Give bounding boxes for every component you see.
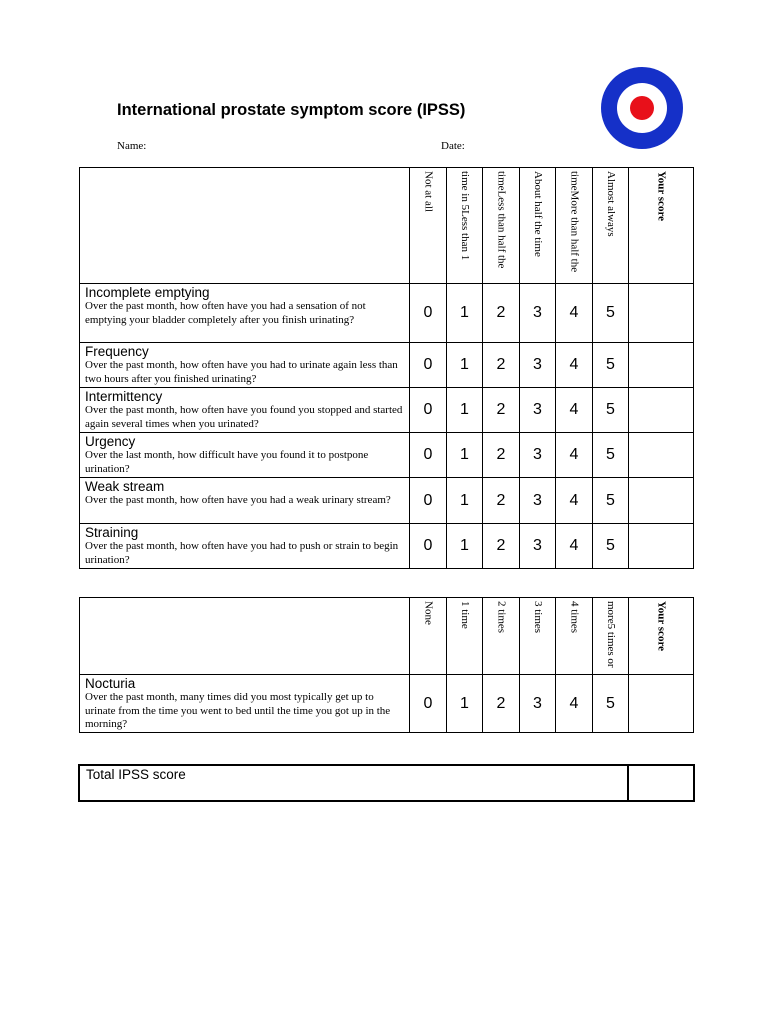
question-cell	[80, 343, 410, 388]
header-label: timeMore than half the	[568, 171, 581, 273]
score-option[interactable]: 4	[556, 343, 593, 388]
header-label: more5 times or	[605, 601, 617, 668]
header-label: About half the time	[532, 171, 544, 257]
header-label: timeLess than half the	[495, 171, 508, 269]
header-option	[447, 598, 483, 675]
header-option	[556, 168, 593, 284]
score-option[interactable]: 5	[593, 388, 629, 433]
score-option[interactable]: 0	[410, 478, 447, 524]
score-option[interactable]: 0	[410, 388, 447, 433]
score-option[interactable]: 0	[410, 433, 447, 478]
question-description: Over the past month, how often have you had a weak urinary stream?	[85, 494, 391, 506]
score-option[interactable]: 5	[593, 524, 629, 569]
header-option	[556, 598, 593, 675]
score-option[interactable]: 1	[447, 284, 483, 343]
score-option[interactable]: 3	[520, 343, 556, 388]
score-option[interactable]: 4	[556, 675, 593, 733]
question-title: Frequency	[85, 344, 149, 359]
total-score-label: Total IPSS score	[79, 765, 628, 801]
score-option[interactable]: 4	[556, 388, 593, 433]
header-option	[593, 168, 629, 284]
score-option[interactable]: 3	[520, 284, 556, 343]
score-option[interactable]: 3	[520, 675, 556, 733]
header-option	[483, 598, 520, 675]
header-label: Not at all	[422, 171, 435, 212]
score-option[interactable]: 4	[556, 524, 593, 569]
score-option[interactable]: 1	[447, 478, 483, 524]
score-option[interactable]: 1	[447, 343, 483, 388]
score-option[interactable]: 1	[447, 433, 483, 478]
score-option[interactable]: 0	[410, 524, 447, 569]
your-score-cell[interactable]	[629, 433, 694, 478]
your-score-cell[interactable]	[629, 388, 694, 433]
header-option	[410, 168, 447, 284]
roundel-center	[630, 96, 654, 120]
header-blank-cell	[80, 598, 410, 675]
question-description: Over the past month, how often have you found you stopped and started again several times when you urinated?	[85, 404, 403, 430]
roundel-target-icon	[600, 66, 684, 150]
score-option[interactable]: 1	[447, 388, 483, 433]
score-option[interactable]: 2	[483, 343, 520, 388]
score-option[interactable]: 2	[483, 388, 520, 433]
total-score-table	[78, 764, 695, 802]
score-option[interactable]: 4	[556, 284, 593, 343]
score-option[interactable]: 1	[447, 675, 483, 733]
question-title: Weak stream	[85, 479, 165, 494]
header-your-score	[629, 598, 694, 675]
score-option[interactable]: 5	[593, 343, 629, 388]
question-description: Over the past month, how often have you had a sensation of not emptying your bladder completely after you finish urinating?	[85, 300, 366, 326]
date-label: Date:	[441, 140, 465, 152]
header-label: 2 times	[495, 601, 508, 634]
question-cell	[80, 284, 410, 343]
score-option[interactable]: 2	[483, 524, 520, 569]
header-label: 3 times	[532, 601, 544, 634]
your-score-cell[interactable]	[629, 284, 694, 343]
score-option[interactable]: 3	[520, 478, 556, 524]
header-option	[520, 168, 556, 284]
header-label: None	[422, 601, 435, 625]
header-your-score	[629, 168, 694, 284]
question-description: Over the past month, many times did you most typically get up to urinate from the time you went to bed until the time you got up in the morning?	[85, 691, 391, 730]
question-title: Straining	[85, 525, 139, 540]
score-option[interactable]: 5	[593, 478, 629, 524]
question-cell	[80, 478, 410, 524]
header-label: Your score	[655, 171, 668, 222]
score-option[interactable]: 5	[593, 675, 629, 733]
score-option[interactable]: 4	[556, 433, 593, 478]
header-option	[483, 168, 520, 284]
header-option	[410, 598, 447, 675]
question-row	[80, 284, 694, 343]
question-row	[80, 524, 694, 569]
header-row	[80, 168, 694, 284]
score-option[interactable]: 2	[483, 478, 520, 524]
score-option[interactable]: 0	[410, 675, 447, 733]
question-title: Intermittency	[85, 389, 163, 404]
question-cell	[80, 675, 410, 733]
nocturia-table	[79, 597, 694, 733]
your-score-cell[interactable]	[629, 343, 694, 388]
total-score-input[interactable]	[628, 765, 694, 801]
header-label: Your score	[655, 601, 668, 652]
header-label: time in 5Less than 1	[459, 171, 471, 261]
your-score-cell[interactable]	[629, 675, 694, 733]
question-cell	[80, 388, 410, 433]
header-option	[593, 598, 629, 675]
header-option	[447, 168, 483, 284]
header-label: 4 times	[568, 601, 581, 634]
header-label: Almost always	[605, 171, 617, 237]
score-option[interactable]: 2	[483, 675, 520, 733]
score-option[interactable]: 3	[520, 388, 556, 433]
score-option[interactable]: 5	[593, 284, 629, 343]
question-row	[80, 388, 694, 433]
question-cell	[80, 524, 410, 569]
score-option[interactable]: 3	[520, 524, 556, 569]
question-title: Urgency	[85, 434, 136, 449]
header-blank-cell	[80, 168, 410, 284]
question-description: Over the past month, how often have you had to urinate again less than two hours after you finished urinating?	[85, 359, 398, 385]
header-label: 1 time	[459, 601, 471, 629]
score-option[interactable]: 3	[520, 433, 556, 478]
your-score-cell[interactable]	[629, 524, 694, 569]
score-option[interactable]: 0	[410, 284, 447, 343]
question-row	[80, 433, 694, 478]
question-title: Incomplete emptying	[85, 285, 210, 300]
question-row	[80, 675, 694, 733]
score-option[interactable]: 4	[556, 478, 593, 524]
score-option[interactable]: 5	[593, 433, 629, 478]
score-option[interactable]: 1	[447, 524, 483, 569]
score-option[interactable]: 2	[483, 284, 520, 343]
question-row	[80, 478, 694, 524]
score-option[interactable]: 2	[483, 433, 520, 478]
name-label: Name:	[117, 140, 147, 152]
question-cell	[80, 433, 410, 478]
question-description: Over the last month, how difficult have you found it to postpone urination?	[85, 449, 369, 475]
page-title: International prostate symptom score (IPSS)	[117, 101, 466, 119]
symptom-table	[79, 167, 694, 569]
question-row	[80, 343, 694, 388]
question-description: Over the past month, how often have you had to push or strain to begin urination?	[85, 540, 399, 566]
question-title: Nocturia	[85, 676, 136, 691]
header-row	[80, 598, 694, 675]
header-option	[520, 598, 556, 675]
score-option[interactable]: 0	[410, 343, 447, 388]
your-score-cell[interactable]	[629, 478, 694, 524]
